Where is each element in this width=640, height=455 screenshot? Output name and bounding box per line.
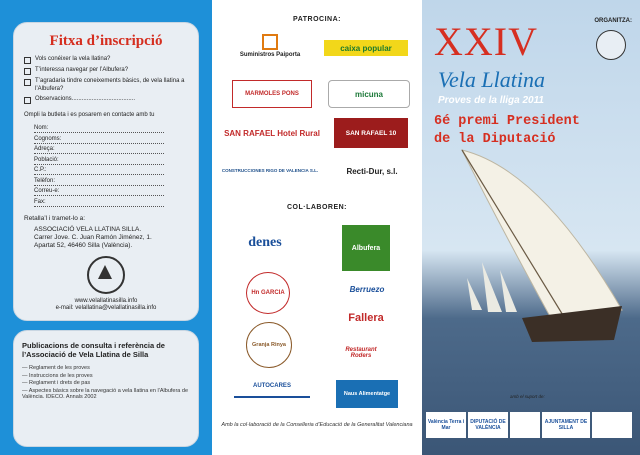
collaborator-name: Fallera <box>348 312 384 324</box>
support-note: Amb la col·laboració de la Conselleria d’Educació de la Generalitat Valenciana <box>221 422 413 428</box>
form-hint: Ompli la butleta i es posarem en contacte amb tu <box>24 112 155 118</box>
bottom-logo-label: València Terra i Mar <box>427 419 465 431</box>
prize-line: de la Diputació <box>434 132 556 147</box>
sponsor-logo <box>232 80 312 108</box>
cover-panel <box>422 0 640 455</box>
collaborator-logo <box>338 335 384 371</box>
sponsors-panel <box>212 0 422 455</box>
sponsor-logo <box>230 32 310 60</box>
email-field[interactable]: Correu-e: <box>34 187 164 196</box>
collaborator-logo <box>332 282 402 296</box>
club-logo-icon <box>87 256 125 294</box>
option-row[interactable] <box>24 96 198 104</box>
collaborator-name: Restaurant Roders <box>345 347 377 359</box>
checkbox[interactable] <box>24 79 31 86</box>
publication-item: — Aspectes bàsics sobre la navegació a vela llatina en l’Albufera de València. IDECO. Annals 2002 <box>22 387 189 400</box>
checkbox[interactable] <box>24 57 31 64</box>
sponsor-name: Suministros Paiporta <box>239 52 301 58</box>
sponsors-heading: PATROCINA: <box>293 16 341 23</box>
address-line: Apartat 52, 46460 Silla (València). <box>34 241 133 249</box>
sponsor-logo <box>328 80 410 108</box>
collaborator-name: Albufera <box>351 244 381 252</box>
collaborators-heading: COL·LABOREN: <box>286 204 348 211</box>
surname-field[interactable]: Cognoms: <box>34 135 164 144</box>
collaborator-logo <box>234 376 310 398</box>
sponsor-name: CONSTRUCCIONES RIGO DE VALENCIA S.L. <box>221 167 319 173</box>
sponsor-name: MARMOLES PONS <box>245 91 299 97</box>
distant-sail <box>482 262 502 312</box>
registration-card <box>13 22 199 321</box>
sponsor-name: SAN RAFAEL 10 <box>345 129 397 137</box>
bottom-logo <box>426 412 466 438</box>
sponsor-name: caixa popular <box>340 43 392 53</box>
collaborator-logo <box>328 306 404 330</box>
form-title: Fitxa d’inscripció <box>49 33 163 49</box>
website-link[interactable]: www.velallatinasilla.info <box>74 297 138 304</box>
distant-sail <box>500 270 517 312</box>
sponsor-name: Recti-Dur, s.l. <box>346 166 398 176</box>
fax-field[interactable]: Fax: <box>34 198 164 207</box>
prize-line: 6é premi President <box>434 114 580 129</box>
sponsor-name: SAN RAFAEL Hotel Rural <box>224 128 320 138</box>
option-label: T’agradaria tindre coneixements bàsics, de vela llatina a l’Albufera? <box>35 78 185 92</box>
checkbox[interactable] <box>24 97 31 104</box>
option-row[interactable] <box>24 67 198 75</box>
collaborator-name: AUTOCARES <box>253 383 291 389</box>
option-label: Vols conéixer la vela llatina? <box>35 56 111 62</box>
publication-item: — Instruccions de les proves <box>22 372 93 379</box>
option-label: T’interessa navegar per l’Albufera? <box>35 67 129 73</box>
sponsor-logo <box>332 158 412 184</box>
bottom-logo <box>468 412 508 438</box>
phone-field[interactable]: Telèfon: <box>34 177 164 186</box>
address-field[interactable]: Adreça: <box>34 145 164 154</box>
option-row[interactable] <box>24 56 198 64</box>
collaborator-logo <box>342 225 390 271</box>
collaborator-logo <box>336 380 398 408</box>
postcode-field[interactable]: C.P.: <box>34 166 164 175</box>
collaborator-logo <box>232 230 298 256</box>
collaborator-logo <box>246 322 292 368</box>
address-line: Carrer Jove. C. Juan Ramón Jiménez, 1. <box>34 233 152 241</box>
bottom-logo <box>542 412 590 438</box>
option-row[interactable] <box>24 78 198 93</box>
sponsor-name: micuna <box>354 89 383 99</box>
organizer-label: ORGANITZA: <box>594 18 632 24</box>
support-label: amb el suport de: <box>510 394 545 399</box>
sponsor-logo <box>222 120 322 146</box>
event-subtitle: Proves de la lliga 2011 <box>438 95 544 106</box>
prize-title <box>434 113 580 149</box>
bottom-logo-label: DIPUTACIÓ DE VALÈNCIA <box>470 419 506 431</box>
email-link[interactable]: e-mail: velallatina@velallatinasilla.info <box>55 304 157 311</box>
collaborator-name: Hn GARCIA <box>251 290 285 296</box>
paiporta-icon <box>262 34 278 50</box>
publications-title: Publicacions de consulta i referència de l’Associació de Vela Llatina de Silla <box>22 341 165 359</box>
publication-item: — Reglament i drets de pas <box>22 380 91 386</box>
registration-panel <box>0 0 212 455</box>
bottom-logo <box>592 412 632 438</box>
edition-number: XXIV <box>434 19 538 64</box>
send-to-label: Retalla’l i tramet-lo a: <box>24 214 86 222</box>
address-line: ASSOCIACIÓ VELA LLATINA SILLA. <box>34 225 142 233</box>
publication-item: — Reglament de les proves <box>22 365 90 371</box>
name-field[interactable]: Nom: <box>34 124 164 133</box>
collaborator-name: Granja Rinya <box>252 342 286 348</box>
option-label: Observacions...................................... <box>35 96 136 102</box>
checkbox[interactable] <box>24 68 31 75</box>
collaborator-logo <box>246 272 290 314</box>
collaborator-name: Berruezo <box>349 284 385 294</box>
sponsor-logo <box>334 118 408 148</box>
organizer-logo-icon <box>596 30 626 60</box>
collaborator-name: denes <box>248 235 282 250</box>
distant-sail <box>467 278 482 310</box>
bottom-logo-label: AJUNTAMENT DE SILLA <box>544 419 588 431</box>
event-name: Vela Llatina <box>438 67 545 92</box>
collaborator-name: Naus Alimentatge <box>343 391 391 397</box>
bottom-logo <box>510 412 540 438</box>
sponsor-logo <box>324 40 408 56</box>
publications-card <box>13 330 199 447</box>
sponsor-logo <box>220 160 320 180</box>
town-field[interactable]: Població: <box>34 156 164 165</box>
